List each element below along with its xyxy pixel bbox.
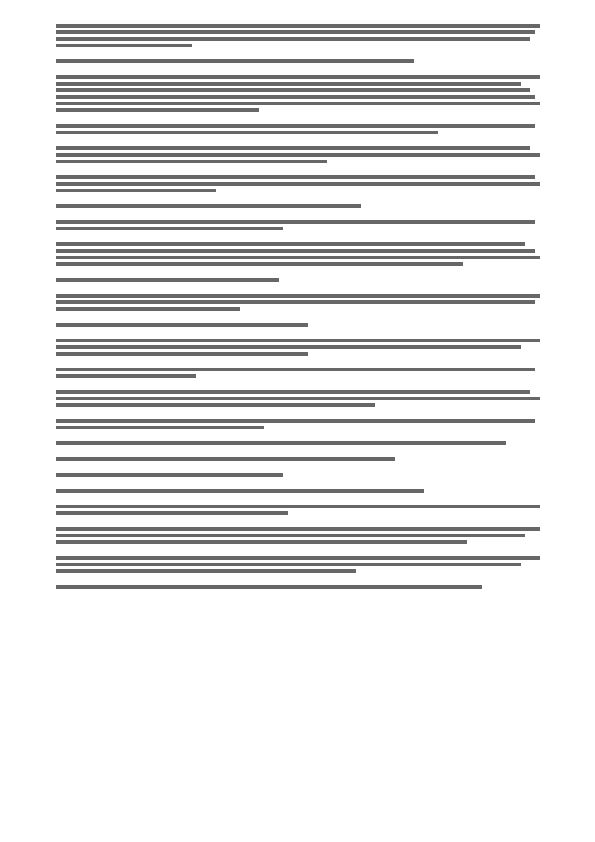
text-line <box>56 59 414 63</box>
text-line <box>56 307 240 311</box>
text-line <box>56 527 540 531</box>
text-line <box>56 368 535 372</box>
text-line <box>56 278 279 282</box>
text-line <box>56 249 535 253</box>
document-paragraph <box>56 204 540 208</box>
document-paragraph <box>56 242 540 266</box>
text-line <box>56 204 361 208</box>
text-line <box>56 256 540 260</box>
text-line <box>56 426 264 430</box>
document-paragraph <box>56 220 540 230</box>
text-line <box>56 82 521 86</box>
text-line <box>56 556 540 560</box>
text-line <box>56 534 525 538</box>
document-paragraph <box>56 24 540 48</box>
text-line <box>56 569 356 573</box>
document-paragraph <box>56 278 540 282</box>
text-line <box>56 419 535 423</box>
document-paragraph <box>56 441 540 445</box>
text-line <box>56 124 535 128</box>
text-line <box>56 294 540 298</box>
text-line <box>56 227 283 231</box>
document-paragraph <box>56 489 540 493</box>
text-line <box>56 220 535 224</box>
text-line <box>56 390 530 394</box>
text-line <box>56 102 540 106</box>
text-line <box>56 403 375 407</box>
document-paragraph <box>56 457 540 461</box>
document-paragraph <box>56 527 540 544</box>
document-paragraph <box>56 556 540 573</box>
text-line <box>56 339 540 343</box>
text-line <box>56 131 438 135</box>
text-line <box>56 345 521 349</box>
text-line <box>56 189 216 193</box>
text-line <box>56 374 196 378</box>
text-line <box>56 88 530 92</box>
text-line <box>56 160 327 164</box>
document-paragraph <box>56 368 540 378</box>
text-line <box>56 95 535 99</box>
document-paragraph <box>56 419 540 429</box>
text-line <box>56 75 540 79</box>
document-paragraph <box>56 473 540 477</box>
document-paragraph <box>56 339 540 356</box>
text-line <box>56 323 308 327</box>
text-line <box>56 352 308 356</box>
document-paragraph <box>56 75 540 112</box>
document-paragraph <box>56 585 540 589</box>
text-line <box>56 182 540 186</box>
document-paragraph <box>56 146 540 163</box>
text-line <box>56 24 540 28</box>
text-line <box>56 585 482 589</box>
text-line <box>56 262 463 266</box>
text-line <box>56 397 540 401</box>
document-body <box>56 21 540 601</box>
text-line <box>56 108 259 112</box>
text-line <box>56 473 283 477</box>
text-line <box>56 511 288 515</box>
text-line <box>56 146 530 150</box>
text-line <box>56 300 535 304</box>
text-line <box>56 175 535 179</box>
text-line <box>56 540 467 544</box>
document-paragraph <box>56 175 540 192</box>
document-paragraph <box>56 59 540 63</box>
text-line <box>56 44 192 48</box>
document-paragraph <box>56 124 540 134</box>
document-paragraph <box>56 505 540 515</box>
text-line <box>56 153 540 157</box>
document-paragraph <box>56 390 540 407</box>
text-line <box>56 441 506 445</box>
text-line <box>56 505 540 509</box>
text-line <box>56 37 530 41</box>
text-line <box>56 30 535 34</box>
text-line <box>56 457 395 461</box>
text-line <box>56 242 525 246</box>
text-line <box>56 489 424 493</box>
document-paragraph <box>56 294 540 311</box>
text-line <box>56 563 521 567</box>
document-paragraph <box>56 323 540 327</box>
